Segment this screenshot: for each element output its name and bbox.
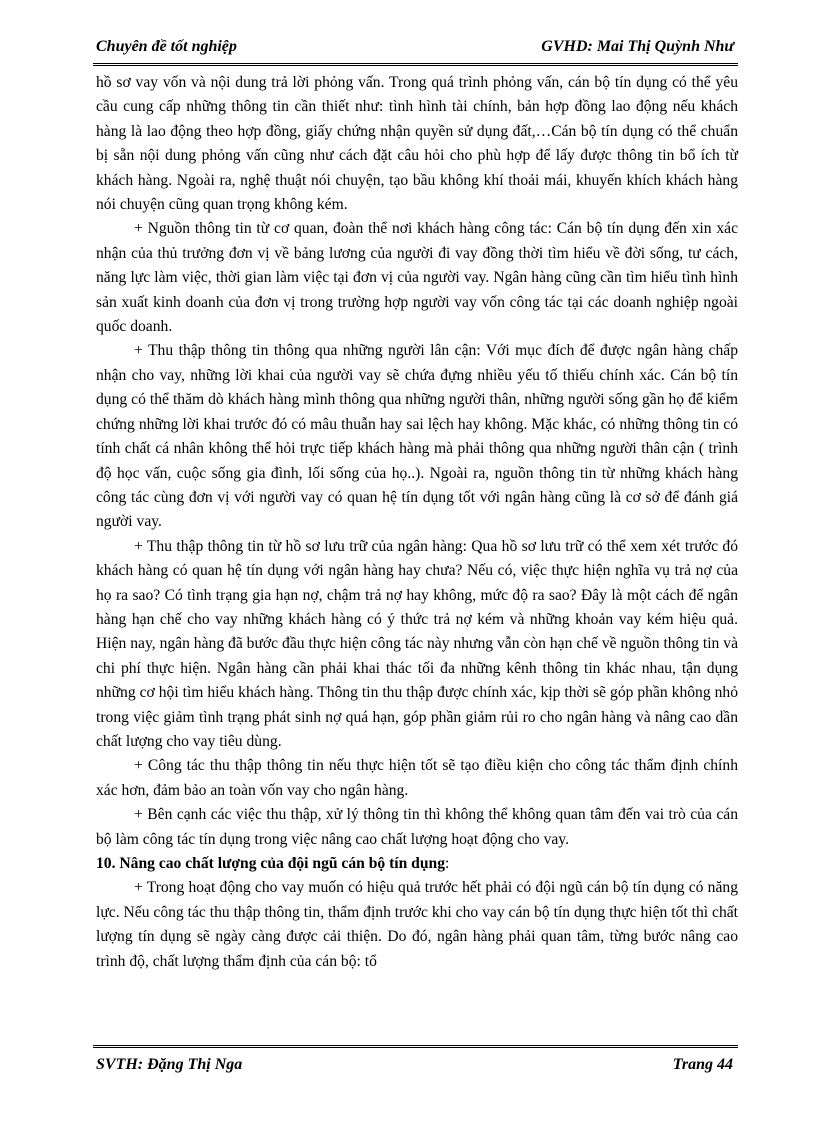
paragraph-5: + Công tác thu thập thông tin nếu thực hiện tốt sẽ tạo điều kiện cho công tác thẩm định chính xác hơn, đảm bảo an toàn vốn vay cho ngân hàng. [96,757,738,799]
section-heading [96,852,738,876]
paragraph-1: hồ sơ vay vốn và nội dung trả lời phỏng vấn. Trong quá trình phỏng vấn, cán bộ tín dụng có thể yêu cầu cung cấp những thông tin cần thiết như: tình hình tài chính, bản hợp đồng lao động nếu khách hàng là lao động theo hợp đồng, giấy chứng nhận quyền sử dụng đất,…Cán bộ tín dụng có thể chuẩn bị sẵn nội dung phỏng vấn cũng như cách đặt câu hỏi cho phù hợp để lấy được thông tin bổ ích từ khách hàng. Ngoài ra, nghệ thuật nói chuyện, tạo bầu không khí thoải mái, khuyến khích khách hàng nói chuyện cũng quan trọng không kém. [96,74,738,214]
header-document-title: Chuyên đề tốt nghiệp [96,38,237,55]
footer-student: SVTH: Đặng Thị Nga [96,1056,243,1073]
paragraph-2: + Nguồn thông tin từ cơ quan, đoàn thể nơi khách hàng công tác: Cán bộ tín dụng đến xin xác nhận của thủ trưởng đơn vị về bảng lương của người đi vay đồng thời tìm hiểu về đời sống, tư cách, năng lực làm việc, thời gian làm việc tại đơn vị của người vay. Ngân hàng cũng cần tìm hiểu tình hình sản xuất kinh doanh của đơn vị trong trường hợp người vay vốn công tác tại các doanh nghiệp ngoài quốc doanh. [96,220,738,336]
page-body [96,71,738,974]
section-heading-colon: : [445,855,450,872]
footer-rule [93,1045,738,1048]
section-heading-text: 10. Nâng cao chất lượng của đội ngũ cán bộ tín dụng [96,855,446,872]
paragraph-4: + Thu thập thông tin từ hồ sơ lưu trữ của ngân hàng: Qua hồ sơ lưu trữ có thể xem xét trước đó khách hàng có quan hệ tín dụng với ngân hàng hay chưa? Nếu có, việc thực hiện nghĩa vụ trả nợ của họ ra sao? Có tình trạng gia hạn nợ, chậm trả nợ hay không, mức độ ra sao? Đây là một cách để ngân hàng hạn chế cho vay những khách hàng có ý thức trả nợ kém và những khoản vay kém hiệu quả. Hiện nay, ngân hàng đã bước đầu thực hiện công tác này nhưng vẫn còn hạn chế về nguồn thông tin và chi phí thực hiện. Ngân hàng cần phải khai thác tối đa những kênh thông tin khác nhau, tận dụng những cơ hội tìm hiểu khách hàng. Thông tin thu thập được chính xác, kịp thời sẽ góp phần không nhỏ trong việc giảm tình trạng phát sinh nợ quá hạn, góp phần giảm rủi ro cho ngân hàng và nâng cao dần chất lượng cho vay tiêu dùng. [96,537,738,750]
page-footer [93,1054,738,1078]
paragraph-3: + Thu thập thông tin thông qua những người lân cận: Với mục đích để được ngân hàng chấp nhận cho vay, những lời khai của người vay sẽ chứa đựng nhiều yếu tố thiếu chính xác. Cán bộ tín dụng có thể thăm dò khách hàng mình thông qua những người thân, những người sống gần họ để kiểm chứng những lời khai trước đó có mâu thuẫn hay sai lệch hay không. Mặc khác, có những thông tin có tính chất cá nhân không thể hỏi trực tiếp khách hàng mà phải thông qua những người thân cận ( trình độ học vấn, cuộc sống gia đình, lối sống của họ..). Ngoài ra, nguồn thông tin từ những khách hàng công tác cùng đơn vị với người vay có quan hệ tín dụng tốt với ngân hàng cũng là cơ sở để đánh giá người vay. [96,342,738,531]
page-number: Trang 44 [672,1056,733,1073]
header-rule [93,63,738,66]
paragraph-7: + Trong hoạt động cho vay muốn có hiệu quả trước hết phải có đội ngũ cán bộ tín dụng có năng lực. Nếu công tác thu thập thông tin, thẩm định trước khi cho vay cán bộ tín dụng thực hiện tốt thì chất lượng tín dụng sẽ ngày càng được cải thiện. Do đó, ngân hàng phải quan tâm, từng bước nâng cao trình độ, chất lượng thẩm định của cán bộ: tổ [96,879,738,970]
page-header [93,36,738,60]
header-advisor: GVHD: Mai Thị Quỳnh Như [541,38,734,55]
paragraph-6: + Bên cạnh các việc thu thập, xử lý thông tin thì không thể không quan tâm đến vai trò của cán bộ làm công tác tín dụng trong việc nâng cao chất lượng hoạt động cho vay. [96,806,738,848]
